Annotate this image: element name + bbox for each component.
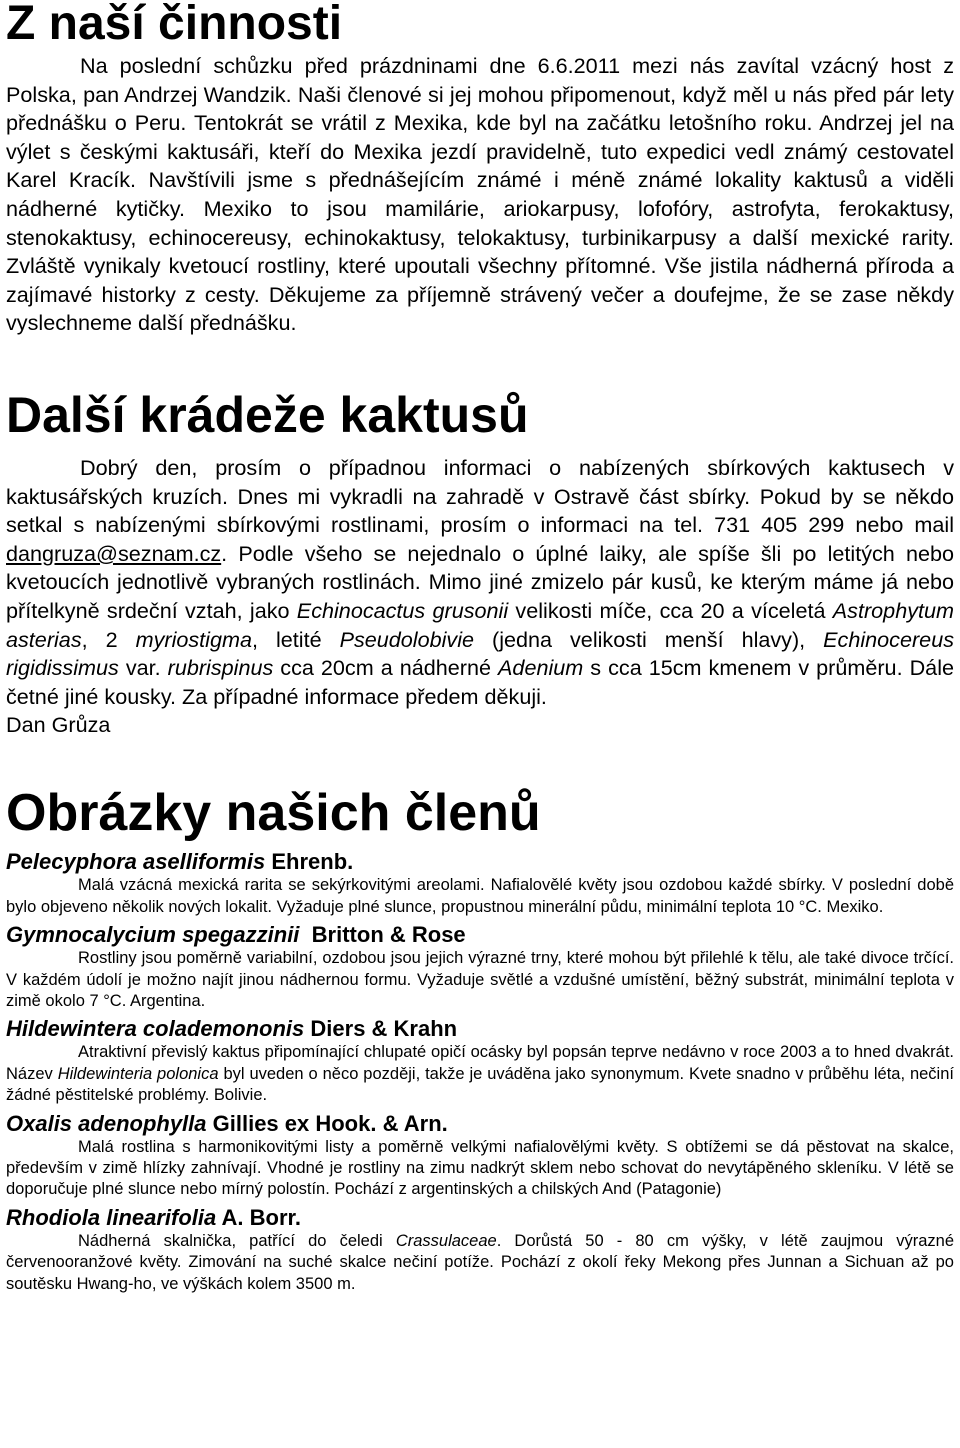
- plant-description-text: Atraktivní převislý kaktus připomínající chlupaté opičí ocásky byl popsán teprve nedávno v roce 2003 a to hned dvakrát. Název: [6, 1043, 954, 1083]
- plant-entry: [6, 1016, 954, 1106]
- plant-author: A. Borr.: [216, 1204, 302, 1230]
- species-name: Astrophytum asterias: [6, 597, 954, 652]
- section-title-activities: Z naší činnosti: [6, 0, 343, 50]
- species-name: Hildewinteria polonica: [57, 1064, 219, 1083]
- section-title-thefts: Další krádeže kaktusů: [6, 386, 529, 443]
- plant-author: Ehrenb.: [265, 849, 354, 875]
- thefts-text-8: cca 20cm a nádherné: [273, 655, 499, 681]
- plant-description: [6, 875, 954, 918]
- plant-description-text: Malá rostlina s harmonikovitými listy a poměrně velkými nafialovělými květy. S obtížemi se dá pěstovat na skalce, především v zimě hlízky zahnívají. Vhodné je rostliny na zimu nadkrýt sklem nebo schovat do nevytápěného skleníku. V létě se doporučuje plné slunce nebo mírný polostín. Pochází z argentinských a chilských And (Patagonie): [6, 1137, 954, 1199]
- plant-author: Britton & Rose: [299, 922, 466, 948]
- species-name: Echinocactus grusonii: [296, 597, 509, 623]
- email-link[interactable]: dangruza@seznam.cz: [6, 540, 222, 566]
- thefts-text-1: Dobrý den, prosím o případnou informaci o nabízených sbírkových kaktusech v kaktusářských kruzích. Dnes mi vykradli na zahradě v Ostravě část sbírky. Pokud by se někdo setkal s nabízenými sbírkovými rostlinami, prosím o informaci na tel. 731 405 299 nebo mail: [6, 454, 954, 538]
- plant-title: [6, 849, 954, 875]
- plant-description-text: Malá vzácná mexická rarita se sekýrkovitými areolami. Nafialovělé květy jsou ozdobou každé sbírky. V poslední době bylo objeveno několik nových lokalit. Vyžaduje plné slunce, propustnou minerální půdu, minimální teplota 10 °C. Mexiko.: [6, 876, 954, 916]
- plant-entry: [6, 849, 954, 918]
- plant-author: Gillies ex Hook. & Arn.: [206, 1110, 448, 1136]
- thefts-text-7: var.: [118, 655, 168, 681]
- plant-title: [6, 1016, 954, 1042]
- signature: Dan Grůza: [6, 712, 111, 738]
- plant-description-text: Nádherná skalnička, patřící do čeledi: [78, 1231, 396, 1250]
- plant-latin-name: Oxalis adenophylla: [6, 1110, 207, 1136]
- plant-latin-name: Rhodiola linearifolia: [6, 1204, 217, 1230]
- section-title-members-pictures: Obrázky našich členů: [6, 784, 541, 843]
- thefts-paragraph: [6, 454, 954, 711]
- family-name: Crassulaceae: [395, 1231, 497, 1250]
- plant-entry: [6, 1205, 954, 1295]
- plant-description-text: Rostliny jsou poměrně variabilní, ozdobou jsou jejich výrazné trny, které mohou být přilehlé k tělu, ale také divoce trčící. V každém údolí je možno najít jinou nádhernou formu. Vyžaduje světlé a vzdušné umístění, běžný substrát, minimální teplota v zimě okolo 7 °C. Argentina.: [6, 949, 954, 1010]
- thefts-text-2: . Podle všeho se nejednalo o úplné laiky, ale spíše šli po letitých nebo kvetoucích jednotlivě vybraných rostlinách. Mimo jiné zmizelo pár kusů, ke kterým máme já nebo přítelkyně srdeční vztah, jako: [6, 540, 954, 623]
- species-name: Echinocereus rigidissimus: [6, 626, 954, 681]
- plant-title: [6, 1205, 954, 1231]
- activities-paragraph: Na poslední schůzku před prázdninami dne 6.6.2011 mezi nás zavítal vzácný host z Polska, pan Andrzej Wandzik. Naši členové si jej mohou připomenout, když měl u nás před pár lety přednášku o Peru. Tentokrát se vrátil z Mexika, kde byl na začátku letošního roku. Andrzej jel na výlet s českými kaktusáři, kteří do Mexika jezdí pravidelně, tuto expedici vedl známý cestovatel Karel Kracík. Navštívili jsme s přednášejícím známé i méně známé lokality kaktusů a viděli nádherné kytičky. Mexiko to jsou mamilárie, ariokarpusy, lofofóry, astrofyta, ferokaktusy, stenokaktusy, echinocereusy, echinokaktusy, telokaktusy, turbinikarpusy a další mexické rarity. Zvláště vynikaly kvetoucí rostliny, které upoutali všechny přítomné. Vše jistila nádherná příroda a zajímavé historky z cesty. Děkujeme za příjemně strávený večer a doufejme, že se zase někdy vyslechneme další přednášku.: [6, 53, 954, 336]
- thefts-text-6: (jedna velikosti menší hlavy),: [474, 626, 824, 652]
- species-name: Adenium: [498, 655, 584, 681]
- plant-latin-name: Pelecyphora aselliformis: [6, 849, 266, 875]
- plant-latin-name: Gymnocalycium spegazzinii: [6, 922, 300, 948]
- plant-description: [6, 1042, 954, 1106]
- plant-entry: [6, 1111, 954, 1201]
- plant-title: [6, 922, 954, 948]
- species-name: myriostigma: [135, 626, 252, 652]
- thefts-text-5: , letité: [251, 626, 340, 652]
- plant-description: [6, 948, 954, 1012]
- thefts-text-4: , 2: [81, 626, 136, 652]
- thefts-text-9: s cca 15cm kmenem v průměru. Dále četné jiné kousky. Za případné informace předem děkuji.: [6, 655, 954, 709]
- plant-description: [6, 1231, 954, 1295]
- plant-description-text: byl uveden o něco později, takže je uváděna jako synonymum. Kvete snadno v průběhu léta, nečiní žádné pěstitelské problémy. Bolivie.: [6, 1064, 954, 1105]
- species-name: rubrispinus: [167, 655, 274, 681]
- plant-title: [6, 1111, 954, 1137]
- plant-latin-name: Hildewintera colademononis: [6, 1016, 305, 1042]
- species-name: Pseudolobivie: [339, 626, 475, 652]
- plant-description: [6, 1137, 954, 1201]
- plant-entry: [6, 922, 954, 1012]
- plant-description-text: . Dorůstá 50 - 80 cm výšky, v létě zaujmou výrazné červenooranžové květy. Zimování na suché skalce nečiní potíže. Pochází z okolí řeky Mekong přes Junnan a Sichuan až po soutěsku Hwang-ho, ve výškách kolem 3500 m.: [6, 1231, 955, 1293]
- plant-author: Diers & Krahn: [304, 1016, 458, 1042]
- thefts-text-3: velikosti míče, cca 20 a víceletá: [508, 597, 833, 623]
